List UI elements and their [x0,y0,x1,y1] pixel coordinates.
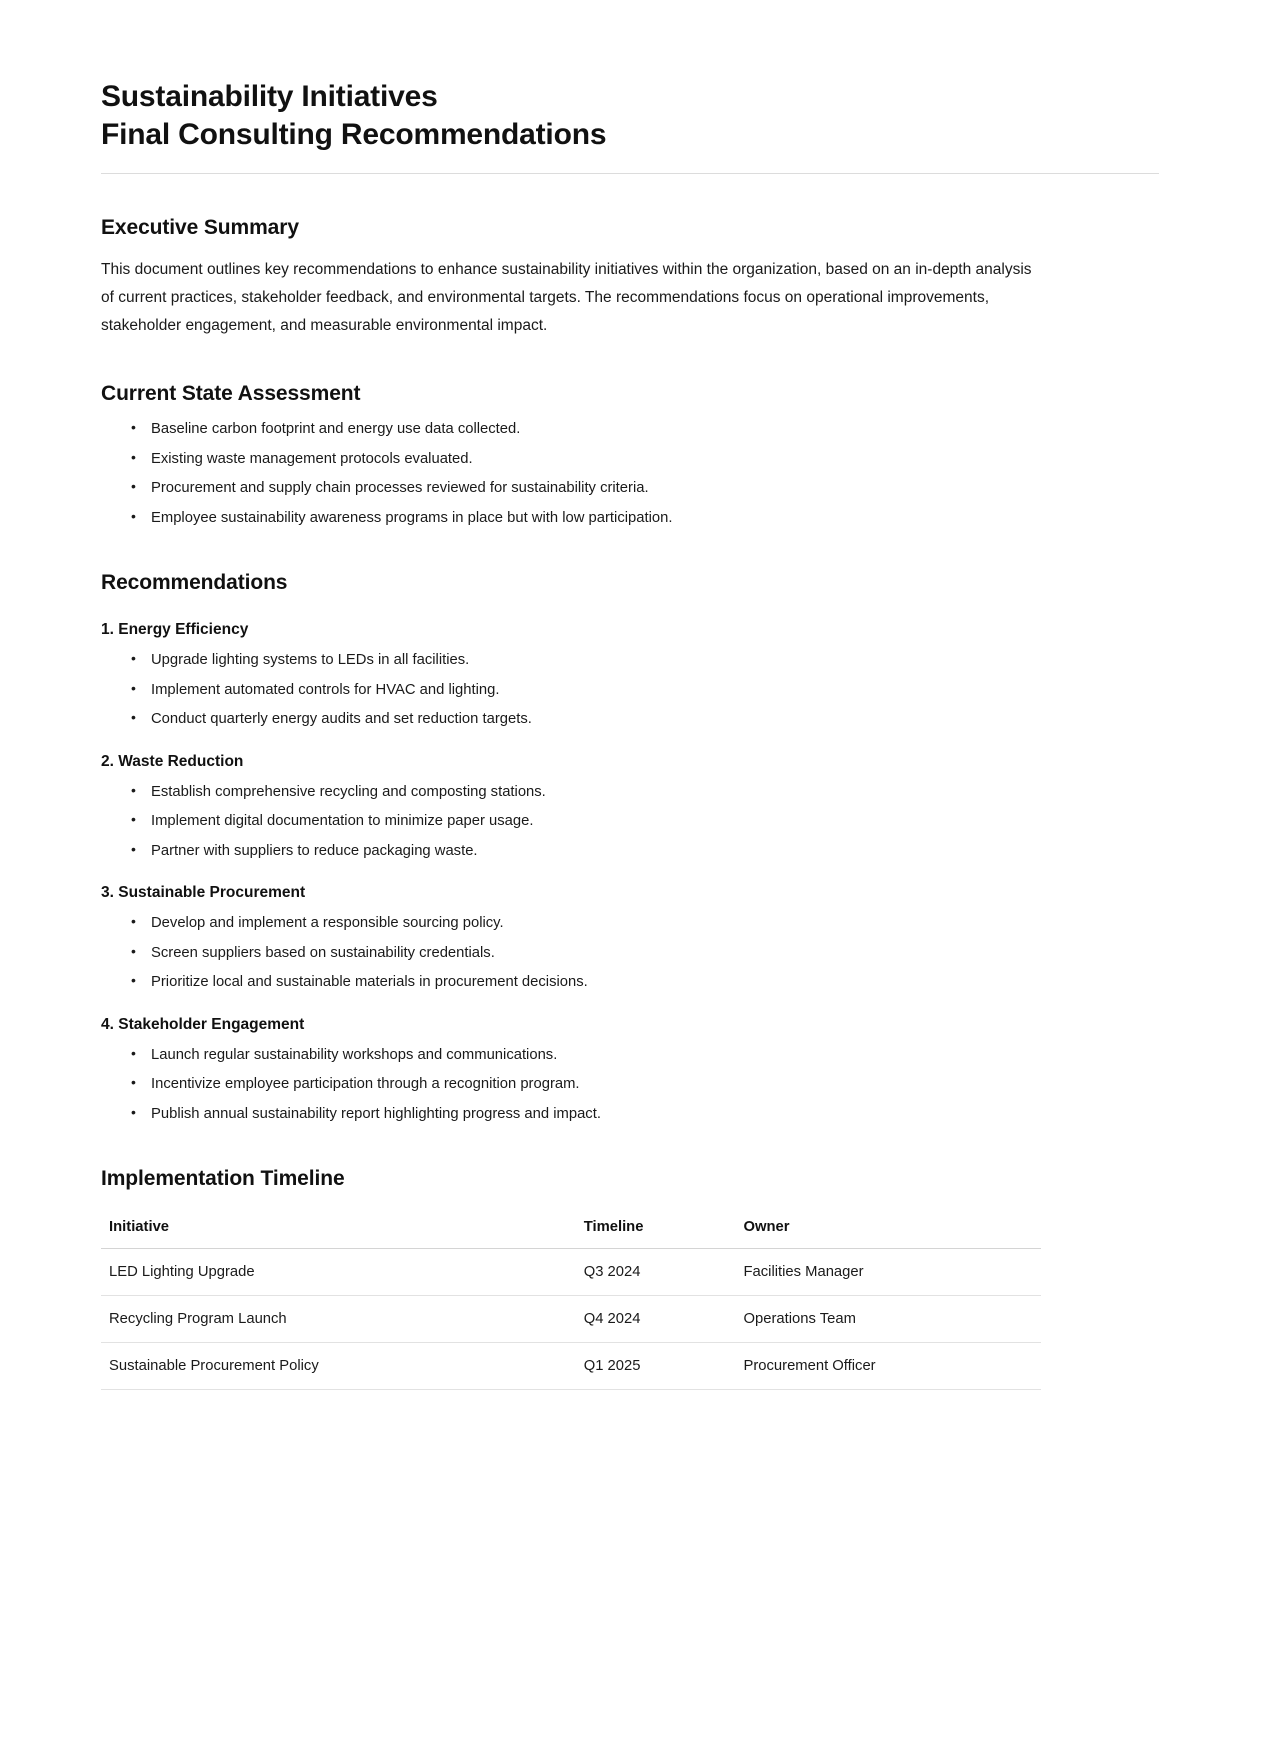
cell-timeline: Q4 2024 [576,1296,736,1343]
table-row [101,1296,1041,1343]
column-header-initiative: Initiative [101,1213,576,1249]
list-item: • Prioritize local and sustainable materials in procurement decisions. [131,971,1159,993]
column-header-owner: Owner [735,1213,1041,1249]
implementation-timeline-table [101,1213,1041,1390]
list-item: • Conduct quarterly energy audits and set reduction targets. [131,708,1159,730]
page-title-line-2: Final Consulting Recommendations [101,118,607,152]
list-item: • Existing waste management protocols evaluated. [131,448,1159,470]
cell-timeline: Q1 2025 [576,1343,736,1390]
cell-initiative: Recycling Program Launch [101,1296,576,1343]
list-item: • Employee sustainability awareness programs in place but with low participation. [131,507,1159,529]
recommendation-group-title: 3. Sustainable Procurement [101,884,306,902]
list-item: • Upgrade lighting systems to LEDs in all facilities. [131,649,1159,671]
list-item: • Baseline carbon footprint and energy use data collected. [131,418,1159,440]
list-item: • Implement automated controls for HVAC and lighting. [131,679,1159,701]
list-item: • Incentivize employee participation through a recognition program. [131,1073,1159,1095]
current-state-list [101,418,1159,529]
list-item: • Implement digital documentation to minimize paper usage. [131,810,1159,832]
section-heading-recommendations: Recommendations [101,571,288,595]
list-item: • Develop and implement a responsible sourcing policy. [131,912,1159,934]
section-heading-implementation-timeline: Implementation Timeline [101,1167,345,1191]
list-item: • Partner with suppliers to reduce packaging waste. [131,840,1159,862]
section-heading-executive-summary: Executive Summary [101,215,299,239]
recommendation-group-title: 4. Stakeholder Engagement [101,1015,305,1033]
recommendation-group-energy-efficiency [101,621,1159,730]
recommendation-list [101,912,1159,993]
recommendation-group-stakeholder-engagement [101,1016,1159,1125]
table-row [101,1343,1041,1390]
recommendation-group-title: 2. Waste Reduction [101,752,244,770]
column-header-timeline: Timeline [576,1213,736,1249]
list-item: • Launch regular sustainability workshops and communications. [131,1044,1159,1066]
table-row [101,1249,1041,1296]
list-item: • Procurement and supply chain processes reviewed for sustainability criteria. [131,477,1159,499]
cell-initiative: Sustainable Procurement Policy [101,1343,576,1390]
cell-owner: Procurement Officer [735,1343,1041,1390]
cell-owner: Operations Team [735,1296,1041,1343]
recommendation-list [101,649,1159,730]
section-heading-current-state-assessment: Current State Assessment [101,382,361,406]
list-item: • Screen suppliers based on sustainability credentials. [131,942,1159,964]
recommendation-group-sustainable-procurement [101,884,1159,993]
list-item: • Publish annual sustainability report highlighting progress and impact. [131,1103,1159,1125]
executive-summary-paragraph: This document outlines key recommendations to enhance sustainability initiatives within the organization, based on an in-depth analysis of current practices, stakeholder feedback, and environmental targets. The recommendations focus on operational improvements, stakeholder engagement, and measurable environmental impact. [101,260,1032,335]
page-title [101,78,1159,174]
cell-initiative: LED Lighting Upgrade [101,1249,576,1296]
table-header-row [101,1213,1041,1249]
list-item: • Establish comprehensive recycling and composting stations. [131,781,1159,803]
recommendation-group-title: 1. Energy Efficiency [101,621,249,639]
recommendation-list [101,781,1159,862]
recommendation-list [101,1044,1159,1125]
cell-owner: Facilities Manager [735,1249,1041,1296]
cell-timeline: Q3 2024 [576,1249,736,1296]
page-title-line-1: Sustainability Initiatives [101,80,438,113]
recommendation-group-waste-reduction [101,753,1159,862]
